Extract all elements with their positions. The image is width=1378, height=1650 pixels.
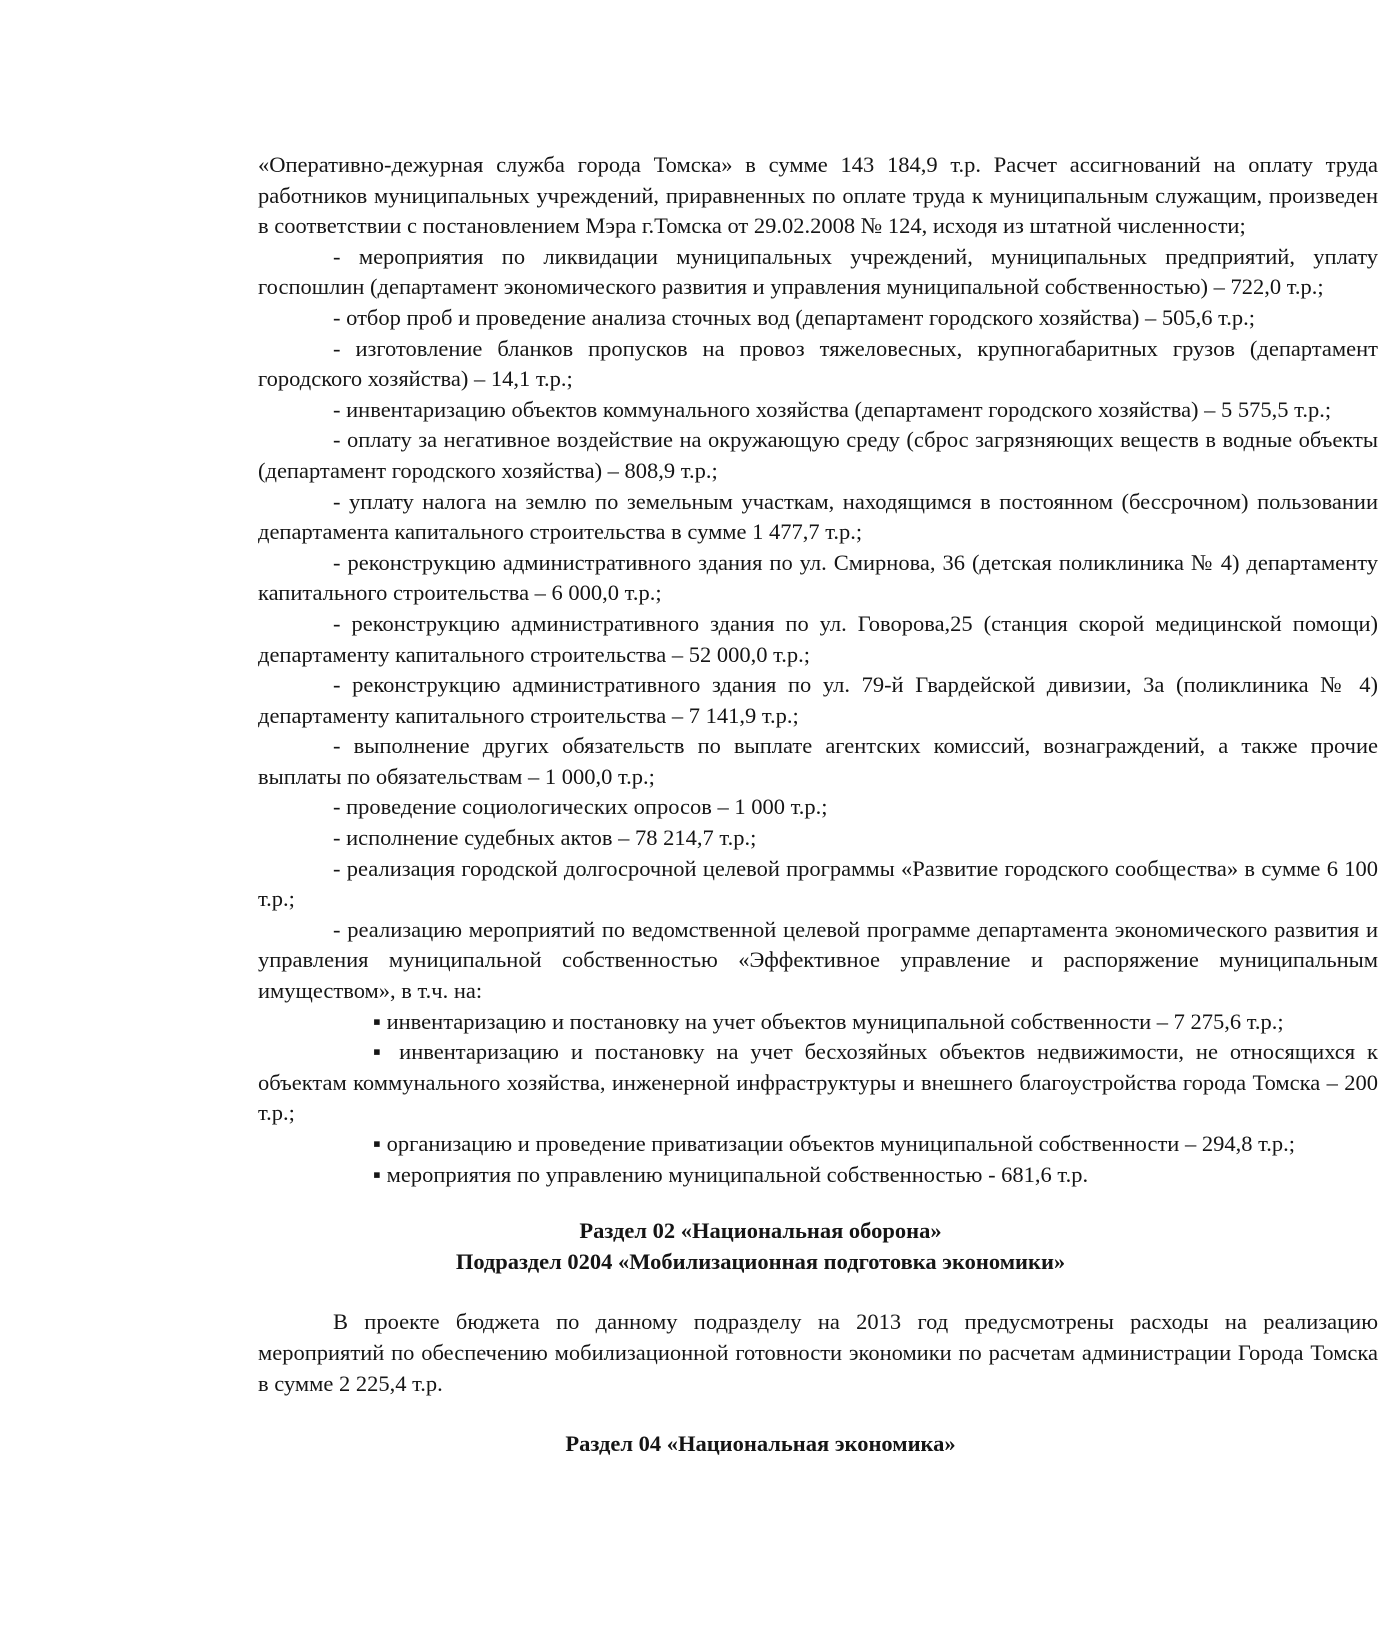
- list-item: - реализацию мероприятий по ведомственной целевой программе департамента экономического развития и управления муниципальной собственностью «Эффективное управление и распоряжение муниципальным имуществом», в т.ч. на:: [258, 916, 1378, 1004]
- sub-list-item: ▪ инвентаризацию и постановку на учет бесхозяйных объектов недвижимости, не относящихся к объектам коммунального хозяйства, инженерной инфраструктуры и внешнего благоустройства города Томска – 200 т.р.;: [258, 1039, 1378, 1126]
- section-02-subtitle: Подраздел 0204 «Мобилизационная подготовка экономики»: [455, 1248, 1066, 1274]
- sub-list-item: ▪ организацию и проведение приватизации объектов муниципальной собственности – 294,8 т.р.;: [373, 1131, 1295, 1156]
- list-item: - реконструкцию административного здания по ул. Смирнова, 36 (детская поликлиника № 4) департаменту капитального строительства – 6 000,0 т.р.;: [258, 549, 1378, 606]
- section-02-body: В проекте бюджета по данному подразделу на 2013 год предусмотрены расходы на реализацию мероприятий по обеспечению мобилизационной готовности экономики по расчетам администрации Города Томска в сумме 2 225,4 т.р.: [258, 1309, 1378, 1396]
- spacer: [258, 1399, 1378, 1429]
- list-item: - инвентаризацию объектов коммунального хозяйства (департамент городского хозяйства) – 5 575,5 т.р.;: [333, 396, 1332, 422]
- list-item: - мероприятия по ликвидации муниципальных учреждений, муниципальных предприятий, уплату госпошлин (департамент экономического развития и управления муниципальной собственностью) – 722,0 т.р.;: [258, 243, 1378, 300]
- paragraph-intro: «Оперативно-дежурная служба города Томска» в сумме 143 184,9 т.р. Расчет ассигнований на оплату труда работников муниципальных учреждений, приравненных по оплате труда к муниципальным служащим, произведен в соответствии с постановлением Мэра г.Томска от 29.02.2008 № 124, исходя из штатной численности;: [258, 152, 1378, 239]
- list-item: - уплату налога на землю по земельным участкам, находящимся в постоянном (бессрочном) пользовании департамента капитального строительства в сумме 1 477,7 т.р.;: [258, 488, 1378, 545]
- sub-list-item: ▪ мероприятия по управлению муниципальной собственностью - 681,6 т.р.: [373, 1161, 1089, 1187]
- section-04-title: Раздел 04 «Национальная экономика»: [565, 1431, 956, 1457]
- list-item: - реконструкцию административного здания по ул. Говорова,25 (станция скорой медицинской помощи) департаменту капитального строительства – 52 000,0 т.р.;: [258, 610, 1378, 667]
- spacer: [258, 1190, 1378, 1216]
- document-body: [258, 150, 1378, 1460]
- list-item: - проведение социологических опросов – 1 000 т.р.;: [333, 794, 828, 820]
- sub-list-item: ▪ инвентаризацию и постановку на учет объектов муниципальной собственности – 7 275,6 т.р.;: [373, 1008, 1284, 1034]
- list-item: - исполнение судебных актов – 78 214,7 т.р.;: [333, 825, 757, 851]
- list-item: - реализация городской долгосрочной целевой программы «Развитие городского сообщества» в сумме 6 100 т.р.;: [258, 855, 1378, 912]
- list-item: - оплату за негативное воздействие на окружающую среду (сброс загрязняющих веществ в водные объекты (департамент городского хозяйства) – 808,9 т.р.;: [258, 427, 1378, 483]
- list-item: - выполнение других обязательств по выплате агентских комиссий, вознаграждений, а также прочие выплаты по обязательствам – 1 000,0 т.р.;: [258, 733, 1378, 789]
- section-02-title: Раздел 02 «Национальная оборона»: [579, 1218, 942, 1244]
- list-item: - изготовление бланков пропусков на провоз тяжеловесных, крупногабаритных грузов (департамент городского хозяйства) – 14,1 т.р.;: [258, 335, 1378, 392]
- list-item: - отбор проб и проведение анализа сточных вод (департамент городского хозяйства) – 505,6 т.р.;: [333, 304, 1255, 330]
- spacer: [258, 1277, 1378, 1307]
- list-item: - реконструкцию административного здания по ул. 79-й Гвардейской дивизии, 3а (поликлиника № 4) департаменту капитального строительства – 7 141,9 т.р.;: [258, 672, 1378, 728]
